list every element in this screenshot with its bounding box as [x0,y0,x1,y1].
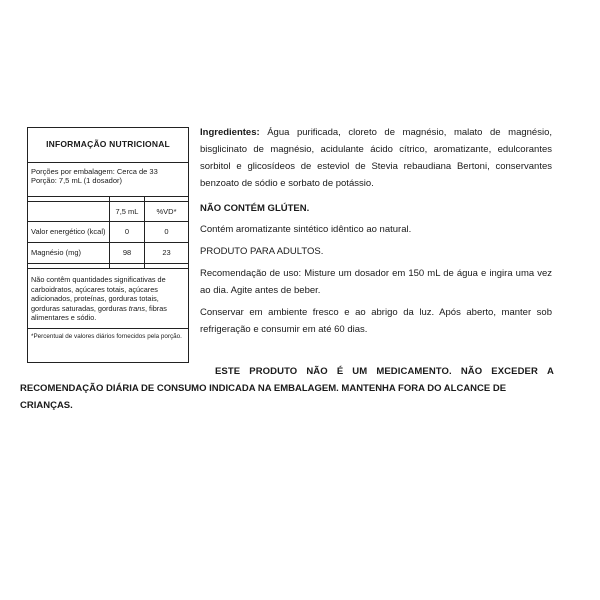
warning-word: NÃO [306,366,328,377]
notes-part2: , fibras alimentares e sódio. [31,303,167,323]
warning-word: PRODUTO [249,366,298,377]
nutrient-vd: 23 [144,243,188,263]
table-row [28,243,188,264]
warning-word: UM [352,366,368,377]
header-vd: %VD* [144,202,188,221]
warning-rest: RECOMENDAÇÃO DIÁRIA DE CONSUMO INDICADA NA EMBALAGEM. MANTENHA FORA DO ALCANCE DE CRIANÇAS. [20,383,507,411]
notes-trans: trans [128,303,145,313]
ingredients-text: Água purificada, cloreto de magnésio, malato de magnésio, bisglicinato de magnésio, acidulante ácido cítrico, aromatizante, edulcorantes sorbitol e glicosídeos de esteviol de Stevia rebaudiana Bertoni, conservantes benzoato de sódio e sorbato de potássio. [200,127,552,189]
storage-instructions: Conservar em ambiente fresco e ao abrigo da luz. Após aberto, manter sob refrigeração e consumir em até 60 dias. [200,307,552,335]
nutrition-notes [28,269,188,329]
ingredients-label: Ingredientes: [200,127,260,138]
portion-info [28,163,188,197]
ingredients-paragraph [200,124,552,192]
gluten-statement: NÃO CONTÉM GLÚTEN. [200,203,310,214]
nutrient-amount: 0 [109,222,144,242]
nutrition-footnote: *Percentual de valores diários fornecidos pela porção. [31,332,182,340]
table-row [28,222,188,243]
warning-word: EXCEDER [491,366,538,377]
header-amount: 7,5 mL [109,202,144,221]
flavoring-statement: Contém aromatizante sintético idêntico ao natural. [200,224,412,235]
nutrient-vd: 0 [144,222,188,242]
warning-word: É [336,366,344,377]
nutrient-name: Valor energético (kcal) [31,227,106,237]
nutrition-title: INFORMAÇÃO NUTRICIONAL [28,128,188,163]
label-text-column [200,124,552,338]
adults-statement: PRODUTO PARA ADULTOS. [200,246,324,257]
portion-size: Porção: 7,5 mL (1 dosador) [31,176,123,185]
nutrient-amount: 98 [109,243,144,263]
warning-line-1 [127,363,554,380]
portions-per-pack: Porções por embalagem: Cerca de 33 [31,167,158,176]
notes-part1: Não contêm quantidades significativas de carboidratos, açúcares totais, açúcares adicionados, proteínas, gorduras totais, gorduras saturadas, gorduras [31,275,166,313]
nutrition-facts-table [27,127,189,363]
warning-word: ESTE [215,366,241,377]
usage-recommendation: Recomendação de uso: Misture um dosador em 150 mL de água e ingira uma vez ao dia. Agite antes de beber. [200,268,552,296]
nutrient-name: Magnésio (mg) [31,248,82,258]
warning-word: NÃO [460,366,483,377]
warning-word: A [546,366,554,377]
warning-word: MEDICAMENTO. [376,366,452,377]
table-header-row [28,202,188,222]
warning-statement [20,363,554,414]
